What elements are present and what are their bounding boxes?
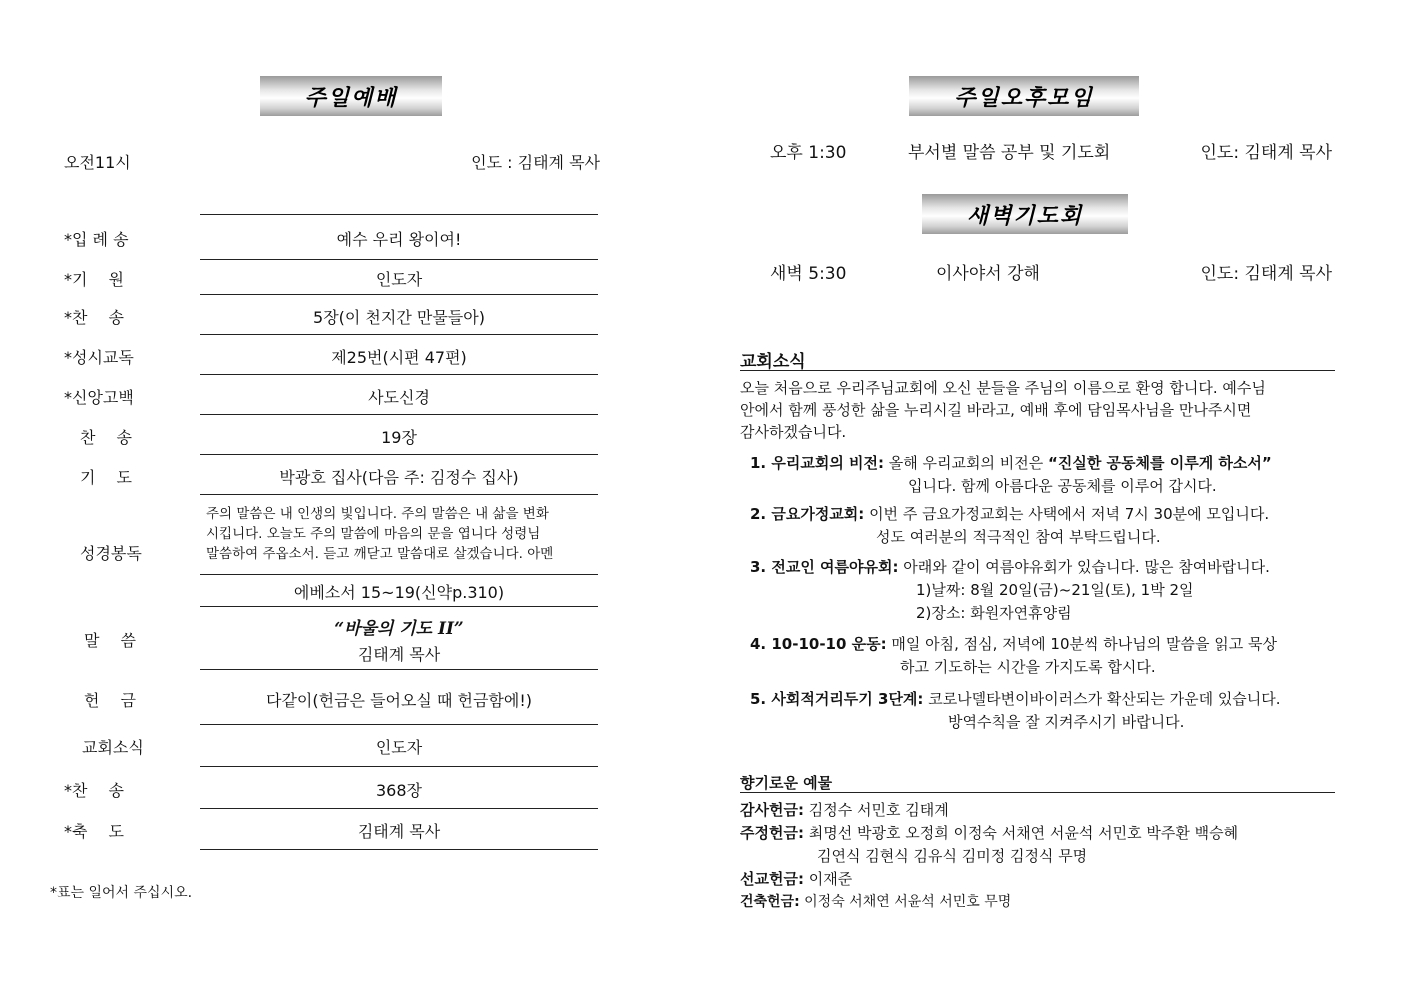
news-item-vision — [750, 452, 1340, 498]
order-label-prayer: 기 도 — [80, 468, 132, 487]
table-line — [200, 454, 598, 455]
news-intro-line: 감사하겠습니다. — [740, 423, 847, 441]
reading-prayer — [206, 504, 594, 564]
table-line — [200, 606, 598, 607]
news-item-text: 매일 아침, 점심, 저녁에 10분씩 하나님의 말씀을 읽고 묵상 — [886, 635, 1277, 653]
reading-prayer-line: 시킵니다. 오늘도 주의 말씀에 마음의 문을 엽니다 성령님 — [206, 526, 541, 542]
table-line — [200, 374, 598, 375]
order-label-closing-hymn: *찬 송 — [64, 781, 124, 800]
offering-names: 김연식 김현식 김유식 김미정 김정식 무명 — [817, 847, 1088, 865]
news-item-head: 2. 금요가정교회: — [750, 505, 865, 523]
offering-names: 이정숙 서채연 서윤석 서민호 무명 — [799, 894, 1012, 910]
offering-line — [740, 799, 1340, 822]
offering-label: 건축헌금: — [740, 894, 800, 910]
news-item-head: 1. 우리교회의 비전: — [750, 454, 885, 472]
dawn-title: 새벽기도회 — [922, 194, 1128, 234]
offering-heading: 향기로운 예물 — [740, 774, 833, 792]
offering-names: 이재준 — [803, 870, 853, 888]
table-line — [200, 414, 598, 415]
reading-prayer-line: 말씀하여 주옵소서. 듣고 깨닫고 말씀대로 살겠습니다. 아멘 — [206, 546, 554, 562]
order-label-hymn: *찬 송 — [64, 308, 124, 327]
order-label-entrance: *입 례 송 — [64, 230, 129, 249]
sermon-preacher: 김태계 목사 — [357, 645, 441, 664]
news-item-text: 이번 주 금요가정교회는 사택에서 저녁 7시 30분에 모입니다. — [864, 505, 1270, 523]
news-heading: 교회소식 — [740, 352, 806, 372]
service-time: 오전11시 — [64, 153, 131, 172]
offering-line — [740, 822, 1340, 845]
order-value-hymn2: 19장 — [381, 428, 417, 447]
news-item-text: 성도 여러분의 적극적인 참여 부탁드립니다. — [876, 528, 1161, 546]
table-line — [200, 294, 598, 295]
order-label-offering: 헌 금 — [84, 691, 136, 710]
offering-label: 선교헌금: — [740, 870, 804, 888]
news-item-friday — [750, 503, 1340, 549]
table-line — [200, 334, 598, 335]
table-line — [200, 669, 598, 670]
news-item-text: 아래와 같이 여름야유회가 있습니다. 많은 참여바랍니다. — [898, 558, 1270, 576]
order-value-news: 인도자 — [375, 738, 423, 757]
news-item-head: 5. 사회적거리두기 3단계: — [750, 690, 924, 708]
afternoon-leader: 인도: 김태계 목사 — [1200, 143, 1332, 163]
order-label-invocation: *기 원 — [64, 270, 124, 289]
news-item-head: 3. 전교인 여름야유회: — [750, 558, 899, 576]
order-label-news: 교회소식 — [82, 738, 144, 757]
news-divider — [740, 370, 1335, 371]
offering-divider — [740, 792, 1335, 793]
order-value-benediction: 김태계 목사 — [357, 822, 441, 841]
table-line — [200, 214, 598, 215]
news-item-text: 입니다. 함께 아름다운 공동체를 이루어 갑시다. — [908, 477, 1217, 495]
news-item-head: 4. 10-10-10 운동: — [750, 635, 887, 653]
afternoon-desc: 부서별 말씀 공부 및 기도회 — [908, 143, 1111, 163]
order-value-invocation: 인도자 — [375, 270, 423, 289]
sermon-title: “바울의 기도 II” — [334, 619, 464, 639]
table-line — [200, 259, 598, 260]
dawn-leader: 인도: 김태계 목사 — [1200, 264, 1332, 284]
offering-label: 감사헌금: — [740, 801, 804, 819]
order-label-reading: 성경봉독 — [80, 544, 142, 563]
offering-line — [740, 868, 1340, 891]
order-value-hymn: 5장(이 천지간 만물들아) — [313, 308, 485, 327]
news-item-101010 — [750, 633, 1340, 679]
news-intro — [740, 377, 1335, 443]
news-item-text: 1)날짜: 8월 20일(금)~21일(토), 1박 2일 — [916, 581, 1194, 599]
reading-prayer-line: 주의 말씀은 내 인생의 빛입니다. 주의 말씀은 내 삶을 변화 — [206, 506, 549, 522]
table-line — [200, 766, 598, 767]
reading-passage: 에베소서 15~19(신약p.310) — [293, 583, 505, 602]
service-leader: 인도 : 김태계 목사 — [471, 153, 600, 172]
news-item-text: 방역수칙을 잘 지켜주시기 바랍니다. — [948, 713, 1185, 731]
news-item-picnic — [750, 556, 1340, 625]
order-label-hymn2: 찬 송 — [80, 428, 132, 447]
order-label-benediction: *축 도 — [64, 822, 124, 841]
table-line — [200, 808, 598, 809]
news-item-text: 2)장소: 화원자연휴양림 — [916, 604, 1072, 622]
news-item-text: 코로나델타변이바이러스가 확산되는 가운데 있습니다. — [923, 690, 1281, 708]
table-line — [200, 494, 598, 495]
table-line — [200, 849, 598, 850]
order-value-prayer: 박광호 집사(다음 주: 김정수 집사) — [279, 468, 519, 487]
order-value-creed: 사도신경 — [368, 388, 430, 407]
news-item-text: 하고 기도하는 시간을 가지도록 합시다. — [900, 658, 1156, 676]
table-line — [200, 724, 598, 725]
order-label-creed: *신앙고백 — [64, 388, 134, 407]
afternoon-time: 오후 1:30 — [770, 143, 847, 163]
news-item-text: 올해 우리교회의 비전은 — [884, 454, 1048, 472]
order-label-sermon: 말 씀 — [84, 631, 136, 650]
news-item-emphasis: “진실한 공동체를 이루게 하소서” — [1048, 454, 1272, 472]
order-value-entrance: 예수 우리 왕이여! — [336, 230, 462, 249]
order-label-responsive-reading: *성시교독 — [64, 348, 134, 367]
offering-names: 최명선 박광호 오정희 이정숙 서채연 서윤석 서민호 박주환 백승혜 — [803, 824, 1239, 842]
dawn-time: 새벽 5:30 — [770, 264, 847, 284]
offering-line — [740, 845, 1340, 868]
order-value-closing-hymn: 368장 — [376, 781, 422, 800]
offering-line — [740, 891, 1340, 914]
order-value-offering: 다같이(헌금은 들어오실 때 헌금함에!) — [266, 691, 532, 710]
news-intro-line: 안에서 함께 풍성한 삶을 누리시길 바라고, 예배 후에 담임목사님을 만나주시면 — [740, 401, 1252, 419]
offering-label: 주정헌금: — [740, 824, 804, 842]
order-value-responsive-reading: 제25번(시편 47편) — [331, 348, 467, 367]
offering-list — [740, 799, 1340, 914]
afternoon-title: 주일오후모임 — [909, 76, 1139, 116]
table-line — [200, 574, 598, 575]
offering-names: 김정수 서민호 김태계 — [803, 801, 949, 819]
worship-title: 주일예배 — [260, 76, 442, 116]
dawn-desc: 이사야서 강해 — [936, 264, 1040, 284]
news-item-distancing — [750, 688, 1340, 734]
news-intro-line: 오늘 처음으로 우리주님교회에 오신 분들을 주님의 이름으로 환영 합니다. 예수님 — [740, 379, 1266, 397]
footnote: *표는 일어서 주십시오. — [50, 885, 193, 901]
